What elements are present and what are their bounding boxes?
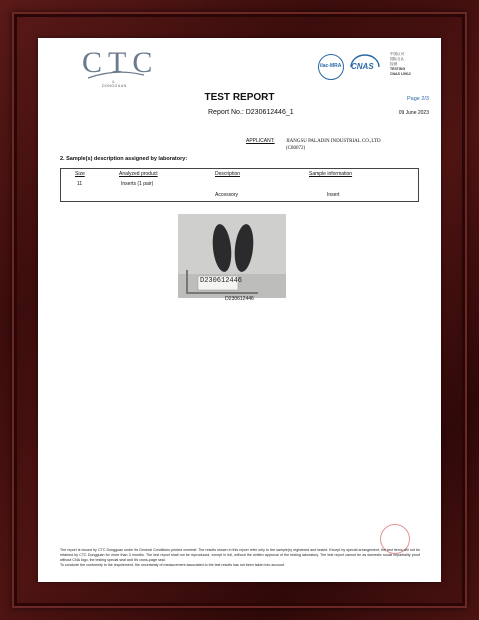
col-header-size: Size [75, 171, 85, 177]
footer-disclaimer [60, 548, 420, 568]
applicant-value [286, 138, 381, 152]
sample-table [60, 168, 419, 202]
photo-caption: D230612446 [225, 296, 254, 302]
acc-line: CNAS L5912 [390, 72, 411, 76]
cell-product: Inserts (1 pair) [121, 181, 154, 187]
applicant-name: JIANGSU PALADIN INDUSTRIAL CO.,LTD [286, 139, 381, 144]
cell-info: Insert [327, 192, 340, 198]
insole-photo-image [178, 214, 286, 298]
acc-line: 检测 [390, 62, 397, 66]
accreditation-text [390, 52, 411, 77]
disclaimer-text: The report is issued by CTC Dongguan under its General Conditions printed overleaf. The results shown in this report refer only to the sample(s) registered and tested. Except by special arrangement, the test items will not be retained by CTC Dongguan for more than 3 months. The test report shall not be reproduced, except in full, without the written approval of the testing laboratory. The test report cannot be as domestic social impartiality proof without CNA logo, the testing special seal and it's cross-page seal. [60, 548, 420, 562]
ilac-label: ilac-MRA [320, 63, 342, 69]
cell-description: Accessory [215, 192, 239, 198]
report-page [38, 38, 441, 582]
applicant-code: (C80072) [286, 146, 306, 151]
acc-line: TESTING [390, 67, 406, 71]
cell-size: 11 [77, 181, 83, 187]
col-header-product: Analyzed product [119, 171, 158, 177]
report-title: TEST REPORT [204, 92, 275, 103]
acc-line: 国际互认 [390, 57, 404, 61]
page-number: Page 2/3 [406, 96, 429, 102]
ctc-logo: CTC [82, 46, 159, 79]
cnas-label: CNAS [351, 62, 374, 71]
sample-photo [178, 214, 286, 298]
section-title: 2. Sample(s) description assigned by laboratory: [60, 156, 188, 162]
report-date: 09 June 2023 [398, 110, 429, 116]
conformity-text: To conclude the conformity to the requirement, the uncertainty of measurement associated to the test results has not been taken into account. [60, 563, 285, 567]
col-header-info: Sample information [309, 171, 353, 177]
ctc-swoosh-icon [86, 70, 146, 84]
acc-line: 中国认可 [390, 52, 404, 56]
applicant-label: APPLICANT: [246, 138, 275, 144]
svg-text:&: & [112, 79, 115, 84]
col-header-description: Description [215, 171, 241, 177]
photo-label-card: D230612446 [200, 277, 243, 285]
ctc-subtitle: DONGGUAN [102, 84, 127, 88]
report-number: Report No.: D230612446_1 [208, 109, 294, 116]
